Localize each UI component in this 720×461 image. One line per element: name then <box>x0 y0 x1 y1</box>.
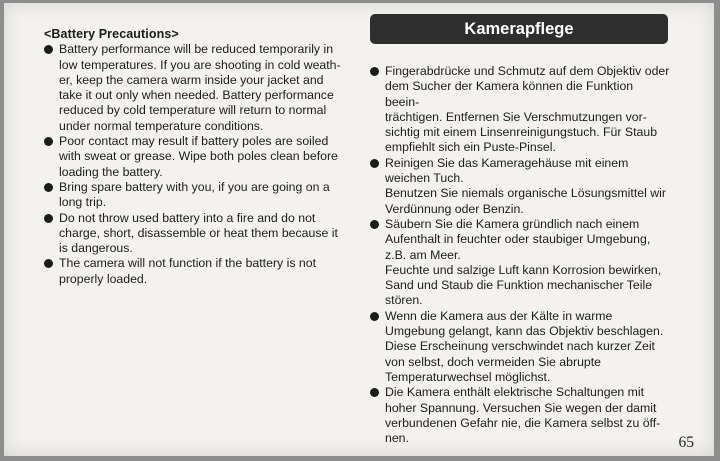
text-line: charge, short, disassemble or heat them because it <box>59 225 338 240</box>
list-item <box>370 64 670 156</box>
bullet-icon <box>370 159 379 168</box>
text-line: take it out only when needed. Battery performance <box>59 88 334 103</box>
list-item <box>44 211 344 257</box>
bullet-icon <box>44 259 53 268</box>
text-line: Fingerabdrücke und Schmutz auf dem Objektiv oder <box>385 64 670 78</box>
kamerapflege-title: Kamerapflege <box>370 14 668 44</box>
text-line: reduced by cold temperature will return to normal <box>59 103 327 118</box>
text-line: Feuchte und salzige Luft kann Korrosion bewirken, <box>385 262 662 277</box>
text-line: loading the battery. <box>59 164 163 179</box>
text-line: Wenn die Kamera aus der Kälte in warme <box>385 308 613 323</box>
text-line: Reinigen Sie das Kameragehäuse mit einem <box>385 155 629 170</box>
text-line: trächtigen. Entfernen Sie Verschmutzungen vor- <box>385 109 647 124</box>
text-line: Benutzen Sie niemals organische Lösungsmittel wir <box>385 186 666 201</box>
list-item <box>44 42 344 134</box>
text-line: Säubern Sie die Kamera gründlich nach einem <box>385 216 640 231</box>
text-line: er, keep the camera warm inside your jacket and <box>59 72 324 87</box>
text-line: with sweat or grease. Wipe both poles clean before <box>59 149 338 164</box>
text-line: z.B. am Meer. <box>385 247 461 262</box>
text-line: nen. <box>385 431 409 446</box>
text-line: properly loaded. <box>59 271 148 286</box>
text-line: The camera will not function if the battery is not <box>59 256 316 271</box>
text-line: Umgebung gelangt, kann das Objektiv beschlagen. <box>385 324 664 339</box>
text-line: Diese Erscheinung verschwindet nach kurzer Zeit <box>385 339 655 354</box>
text-line: Verdünnung oder Benzin. <box>385 201 524 216</box>
text-line: sichtig mit einem Linsenreinigungstuch. Für Staub <box>385 125 658 140</box>
manual-page <box>4 3 714 456</box>
text-line: low temperatures. If you are shooting in cold weath- <box>59 57 341 72</box>
kamerapflege-list <box>370 64 670 446</box>
bullet-icon <box>370 388 379 397</box>
text-line: Bring spare battery with you, if you are going on a <box>59 179 330 194</box>
text-line: von selbst, doch vermeiden Sie abrupte <box>385 354 602 369</box>
text-line: long trip. <box>59 195 107 210</box>
list-item <box>370 217 670 309</box>
battery-precautions-heading: <Battery Precautions> <box>44 27 179 41</box>
list-item <box>370 156 670 217</box>
text-line: Sand und Staub die Funktion mechanischer Teile <box>385 278 653 293</box>
battery-precautions-section <box>44 27 344 287</box>
text-line: hoher Spannung. Versuchen Sie wegen der damit <box>385 400 657 415</box>
bullet-icon <box>44 45 53 54</box>
bullet-icon <box>370 312 379 321</box>
page-number: 65 <box>678 434 694 451</box>
list-item <box>44 180 344 211</box>
text-line: stören. <box>385 293 423 308</box>
text-line: Temperaturwechsel möglichst. <box>385 369 551 384</box>
list-item <box>370 385 670 446</box>
list-item <box>44 256 344 287</box>
text-line: Aufenthalt in feuchter oder staubiger Umgebung, <box>385 232 651 247</box>
text-line: Do not throw used battery into a fire and do not <box>59 210 316 225</box>
text-line: empfiehlt sich ein Puste-Pinsel. <box>385 140 556 155</box>
kamerapflege-section <box>370 64 670 446</box>
list-item <box>44 134 344 180</box>
text-line: Battery performance will be reduced temporarily in <box>59 42 334 57</box>
bullet-icon <box>370 67 379 76</box>
text-line: is dangerous. <box>59 241 133 256</box>
battery-precautions-list <box>44 42 344 287</box>
text-line: Die Kamera enthält elektrische Schaltungen mit <box>385 385 645 400</box>
bullet-icon <box>44 137 53 146</box>
list-item <box>370 309 670 385</box>
text-line: dem Sucher der Kamera können die Funktion beein- <box>385 79 634 109</box>
text-line: under normal temperature conditions. <box>59 118 264 133</box>
text-line: verbundenen Gefahr nie, die Kamera selbst zu öff- <box>385 415 661 430</box>
text-line: weichen Tuch. <box>385 171 464 186</box>
text-line: Poor contact may result if battery poles are soiled <box>59 134 329 149</box>
bullet-icon <box>370 220 379 229</box>
bullet-icon <box>44 214 53 223</box>
bullet-icon <box>44 183 53 192</box>
